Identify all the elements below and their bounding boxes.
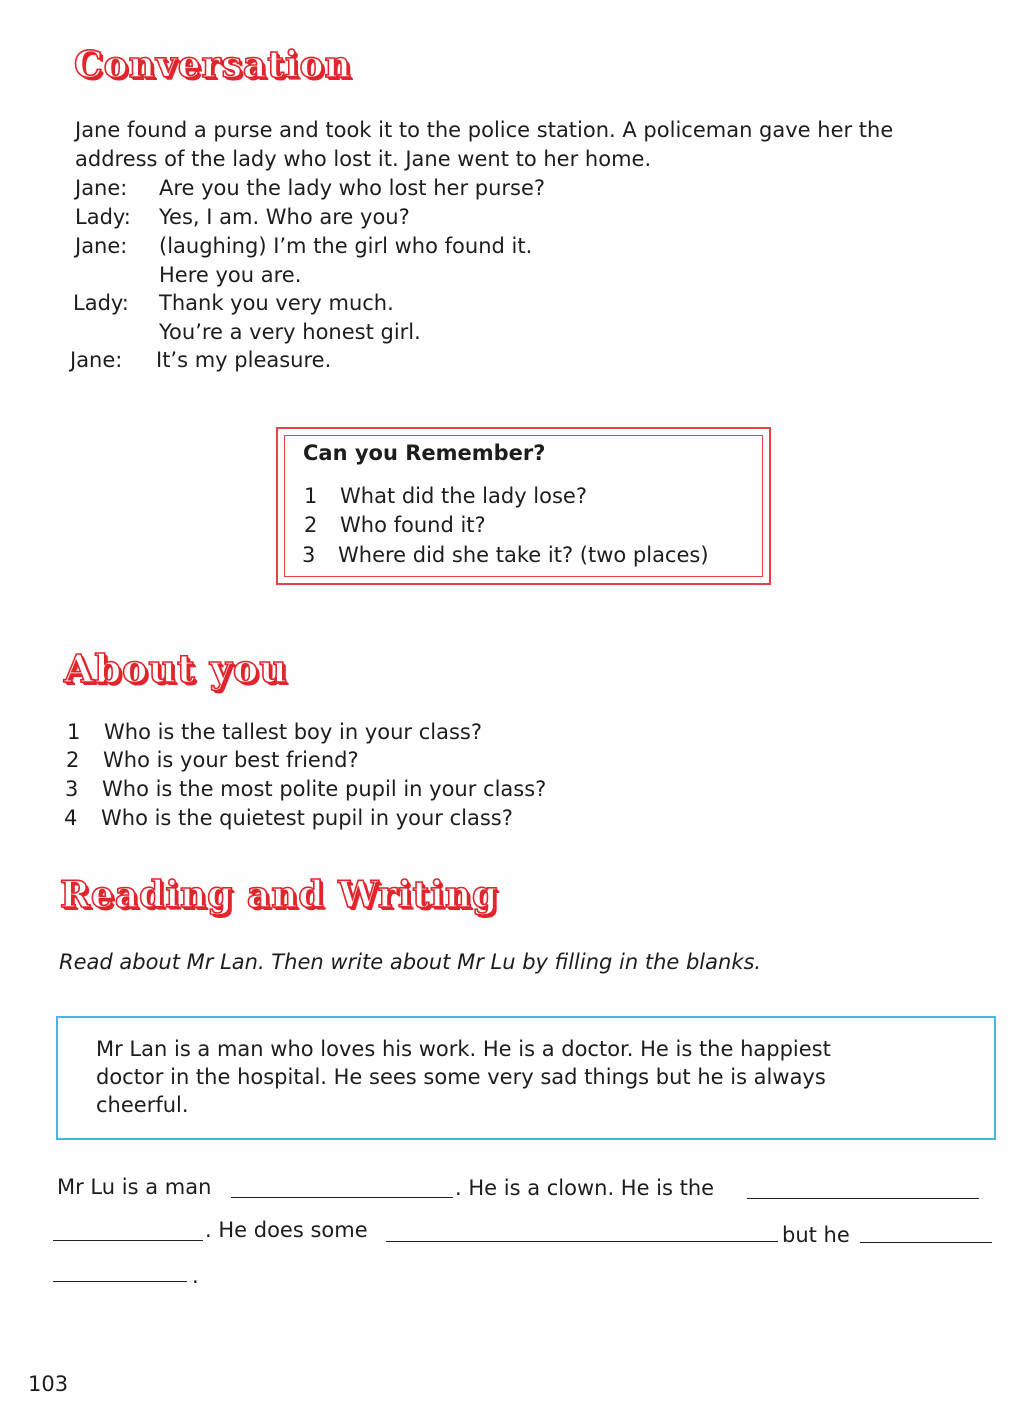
about-question-number: 2 (66, 748, 80, 772)
dialogue-line: Thank you very much. (159, 291, 394, 315)
about-question: Who is the most polite pupil in your class? (102, 777, 547, 801)
page-number: 103 (28, 1372, 69, 1396)
remember-question-number: 3 (302, 543, 316, 567)
blank-field-4[interactable] (386, 1241, 778, 1242)
remember-question: What did the lady lose? (340, 484, 587, 508)
dialogue-line: You’re a very honest girl. (159, 320, 421, 344)
fill-text-part-2: . He is a clown. He is the (455, 1176, 715, 1200)
dialogue-line: Are you the lady who lost her purse? (159, 176, 546, 200)
dialogue-line: (laughing) I’m the girl who found it. (159, 234, 533, 258)
about-you-heading: About you (64, 646, 288, 691)
about-question-number: 3 (65, 777, 79, 801)
passage-line: doctor in the hospital. He sees some very sad things but he is always (96, 1065, 826, 1089)
dialogue-speaker: Lady: (75, 205, 131, 229)
dialogue-line: Here you are. (159, 263, 302, 287)
fill-text-part-3: . He does some (205, 1218, 368, 1242)
remember-question: Where did she take it? (two places) (338, 543, 709, 567)
dialogue-speaker: Jane: (75, 234, 128, 258)
conversation-heading: Conversation (74, 44, 352, 86)
about-question-number: 4 (64, 806, 78, 830)
fill-text-part-4: but he (782, 1223, 850, 1247)
dialogue-line: It’s my pleasure. (156, 348, 332, 372)
reading-writing-heading: Reading and Writing (60, 874, 499, 916)
about-question: Who is the tallest boy in your class? (104, 720, 482, 744)
blank-field-6[interactable] (53, 1281, 187, 1282)
remember-question: Who found it? (340, 513, 486, 537)
fill-text-part-5: . (192, 1264, 199, 1288)
blank-field-1[interactable] (231, 1197, 453, 1198)
about-question-number: 1 (67, 720, 81, 744)
passage-line: cheerful. (96, 1093, 189, 1117)
remember-question-number: 2 (304, 513, 318, 537)
about-question: Who is the quietest pupil in your class? (101, 806, 513, 830)
intro-line-2: address of the lady who lost it. Jane went to her home. (75, 147, 652, 171)
dialogue-line: Yes, I am. Who are you? (159, 205, 410, 229)
dialogue-speaker: Jane: (75, 176, 128, 200)
intro-line-1: Jane found a purse and took it to the police station. A policeman gave her the (75, 118, 894, 142)
remember-title: Can you Remember? (303, 441, 546, 465)
passage-line: Mr Lan is a man who loves his work. He is a doctor. He is the happiest (96, 1037, 831, 1061)
dialogue-speaker: Jane: (70, 348, 123, 372)
about-question: Who is your best friend? (103, 748, 359, 772)
blank-field-3[interactable] (53, 1240, 203, 1241)
dialogue-speaker: Lady: (73, 291, 129, 315)
instruction-text: Read about Mr Lan. Then write about Mr Lu by filling in the blanks. (59, 950, 762, 974)
remember-question-number: 1 (304, 484, 318, 508)
blank-field-5[interactable] (860, 1242, 992, 1243)
blank-field-2[interactable] (747, 1198, 979, 1199)
fill-text-part-1: Mr Lu is a man (57, 1175, 212, 1199)
